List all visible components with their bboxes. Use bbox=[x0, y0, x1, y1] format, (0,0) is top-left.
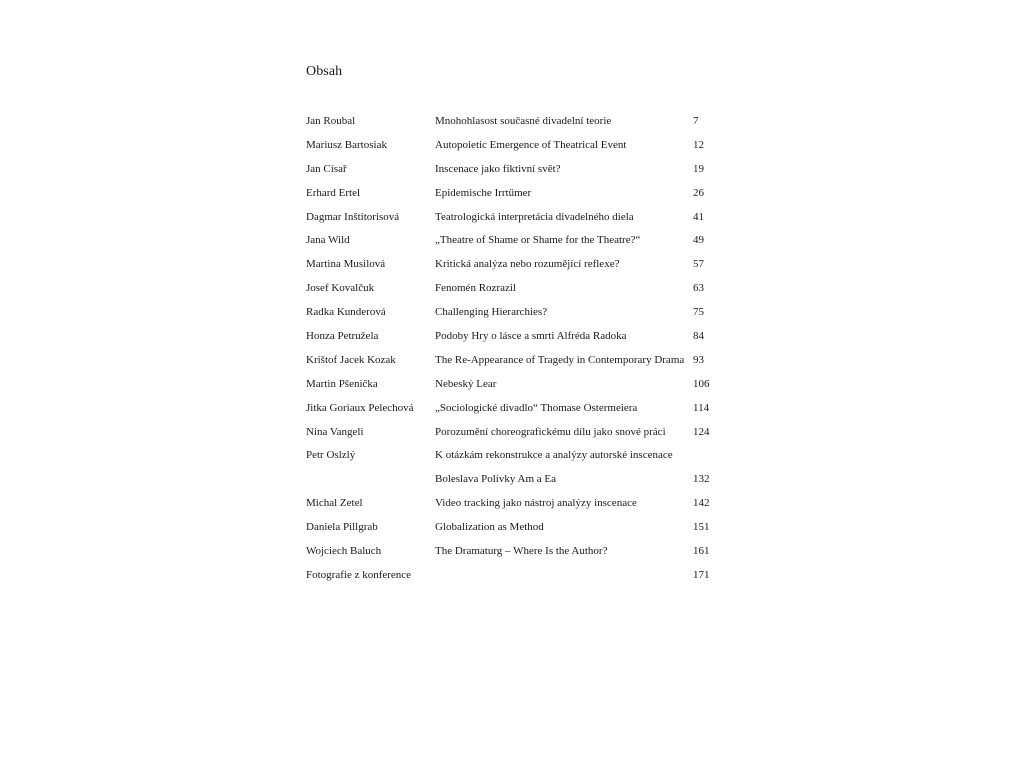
toc-page-number: 19 bbox=[693, 162, 704, 175]
toc-author: Radka Kunderová bbox=[306, 306, 386, 319]
toc-article-title: „Theatre of Shame or Shame for the Theatre?“ bbox=[435, 234, 641, 247]
toc-article-title: Globalization as Method bbox=[435, 521, 544, 534]
toc-page-number: 26 bbox=[693, 186, 704, 199]
toc-author: Honza Petružela bbox=[306, 330, 379, 343]
toc-author: Josef Kovalčuk bbox=[306, 282, 375, 295]
toc-author: Fotografie z konference bbox=[306, 568, 412, 581]
toc-author: Wojciech Baluch bbox=[306, 545, 382, 558]
toc-entry bbox=[306, 470, 726, 494]
toc-entry bbox=[306, 375, 726, 399]
toc-entry bbox=[306, 231, 726, 255]
toc-entry bbox=[306, 351, 726, 375]
toc-author: Michal Zetel bbox=[306, 497, 363, 510]
toc-article-title: Challenging Hierarchies? bbox=[435, 306, 548, 319]
toc-article-title: Inscenace jako fiktivní svět? bbox=[435, 162, 561, 175]
toc-page-number: 7 bbox=[693, 115, 699, 127]
toc-article-title: Mnohohlasost současné divadelní teorie bbox=[435, 115, 612, 127]
toc-article-title: Fenomén Rozrazil bbox=[435, 282, 516, 295]
toc-article-title: Kritická analýza nebo rozumějící reflexe? bbox=[435, 258, 620, 271]
table-of-contents bbox=[306, 112, 726, 590]
toc-article-title: „Sociologické divadlo“ Thomase Ostermeiera bbox=[435, 401, 638, 414]
toc-entry bbox=[306, 279, 726, 303]
toc-page-number: 132 bbox=[693, 473, 710, 486]
toc-page-number: 63 bbox=[693, 282, 704, 295]
toc-entry bbox=[306, 160, 726, 184]
toc-page-number: 142 bbox=[693, 497, 710, 510]
toc-author: Jana Wild bbox=[306, 234, 350, 247]
toc-author: Jan Císař bbox=[306, 162, 347, 175]
toc-entry bbox=[306, 446, 726, 470]
toc-author: Jitka Goriaux Pelechová bbox=[306, 401, 414, 414]
toc-article-title: Porozumění choreografickému dílu jako snové práci bbox=[435, 425, 666, 438]
toc-page-number: 49 bbox=[693, 234, 704, 247]
toc-page-number: 151 bbox=[693, 521, 710, 534]
toc-page-number: 12 bbox=[693, 138, 704, 151]
toc-entry bbox=[306, 542, 726, 566]
toc-page-number: 114 bbox=[693, 401, 710, 414]
toc-entry bbox=[306, 303, 726, 327]
toc-article-title: The Dramaturg – Where Is the Author? bbox=[435, 545, 608, 558]
toc-author: Jan Roubal bbox=[306, 115, 356, 127]
toc-article-title: Teatrologická interpretácia divadelného diela bbox=[435, 210, 634, 223]
toc-author: Petr Oslzlý bbox=[306, 449, 356, 462]
toc-page-number: 57 bbox=[693, 258, 704, 271]
toc-entry bbox=[306, 327, 726, 351]
toc-article-title: Boleslava Polívky Am a Ea bbox=[435, 473, 556, 486]
toc-article-title: Video tracking jako nástroj analýzy inscenace bbox=[435, 497, 637, 510]
toc-entry bbox=[306, 184, 726, 208]
toc-page-number: 106 bbox=[693, 377, 710, 390]
toc-author: Martin Pšenička bbox=[306, 377, 378, 390]
toc-entry bbox=[306, 423, 726, 447]
toc-article-title: K otázkám rekonstrukce a analýzy autorské inscenace bbox=[435, 449, 673, 462]
toc-entry bbox=[306, 399, 726, 423]
toc-page-number: 93 bbox=[693, 353, 704, 366]
toc-page-number: 124 bbox=[693, 425, 710, 438]
toc-author: Mariusz Bartosiak bbox=[306, 138, 387, 151]
toc-author: Nina Vangeli bbox=[306, 425, 364, 438]
toc-page-number: 41 bbox=[693, 210, 704, 223]
toc-entry bbox=[306, 494, 726, 518]
toc-entry bbox=[306, 255, 726, 279]
toc-article-title: Nebeský Lear bbox=[435, 377, 497, 390]
toc-entry bbox=[306, 518, 726, 542]
toc-article-title: Podoby Hry o lásce a smrti Alfréda Radoka bbox=[435, 330, 627, 343]
toc-page-number: 75 bbox=[693, 306, 704, 319]
toc-author: Daniela Pillgrab bbox=[306, 521, 378, 534]
page-title: Obsah bbox=[306, 64, 343, 79]
toc-article-title: Autopoietic Emergence of Theatrical Event bbox=[435, 138, 627, 151]
toc-author: Erhard Ertel bbox=[306, 186, 361, 199]
toc-entry bbox=[306, 566, 726, 590]
toc-entry bbox=[306, 136, 726, 160]
toc-author: Dagmar Inštitorisová bbox=[306, 210, 400, 223]
toc-author: Krištof Jacek Kozak bbox=[306, 353, 396, 366]
toc-entry bbox=[306, 208, 726, 232]
toc-entry bbox=[306, 112, 726, 136]
toc-author: Martina Musilová bbox=[306, 258, 386, 271]
toc-article-title: Epidemische Irrtümer bbox=[435, 186, 532, 199]
toc-article-title: The Re-Appearance of Tragedy in Contemporary Drama bbox=[435, 353, 685, 366]
toc-page-number: 84 bbox=[693, 330, 704, 343]
toc-page-number: 171 bbox=[693, 568, 710, 581]
toc-page-number: 161 bbox=[693, 545, 710, 558]
